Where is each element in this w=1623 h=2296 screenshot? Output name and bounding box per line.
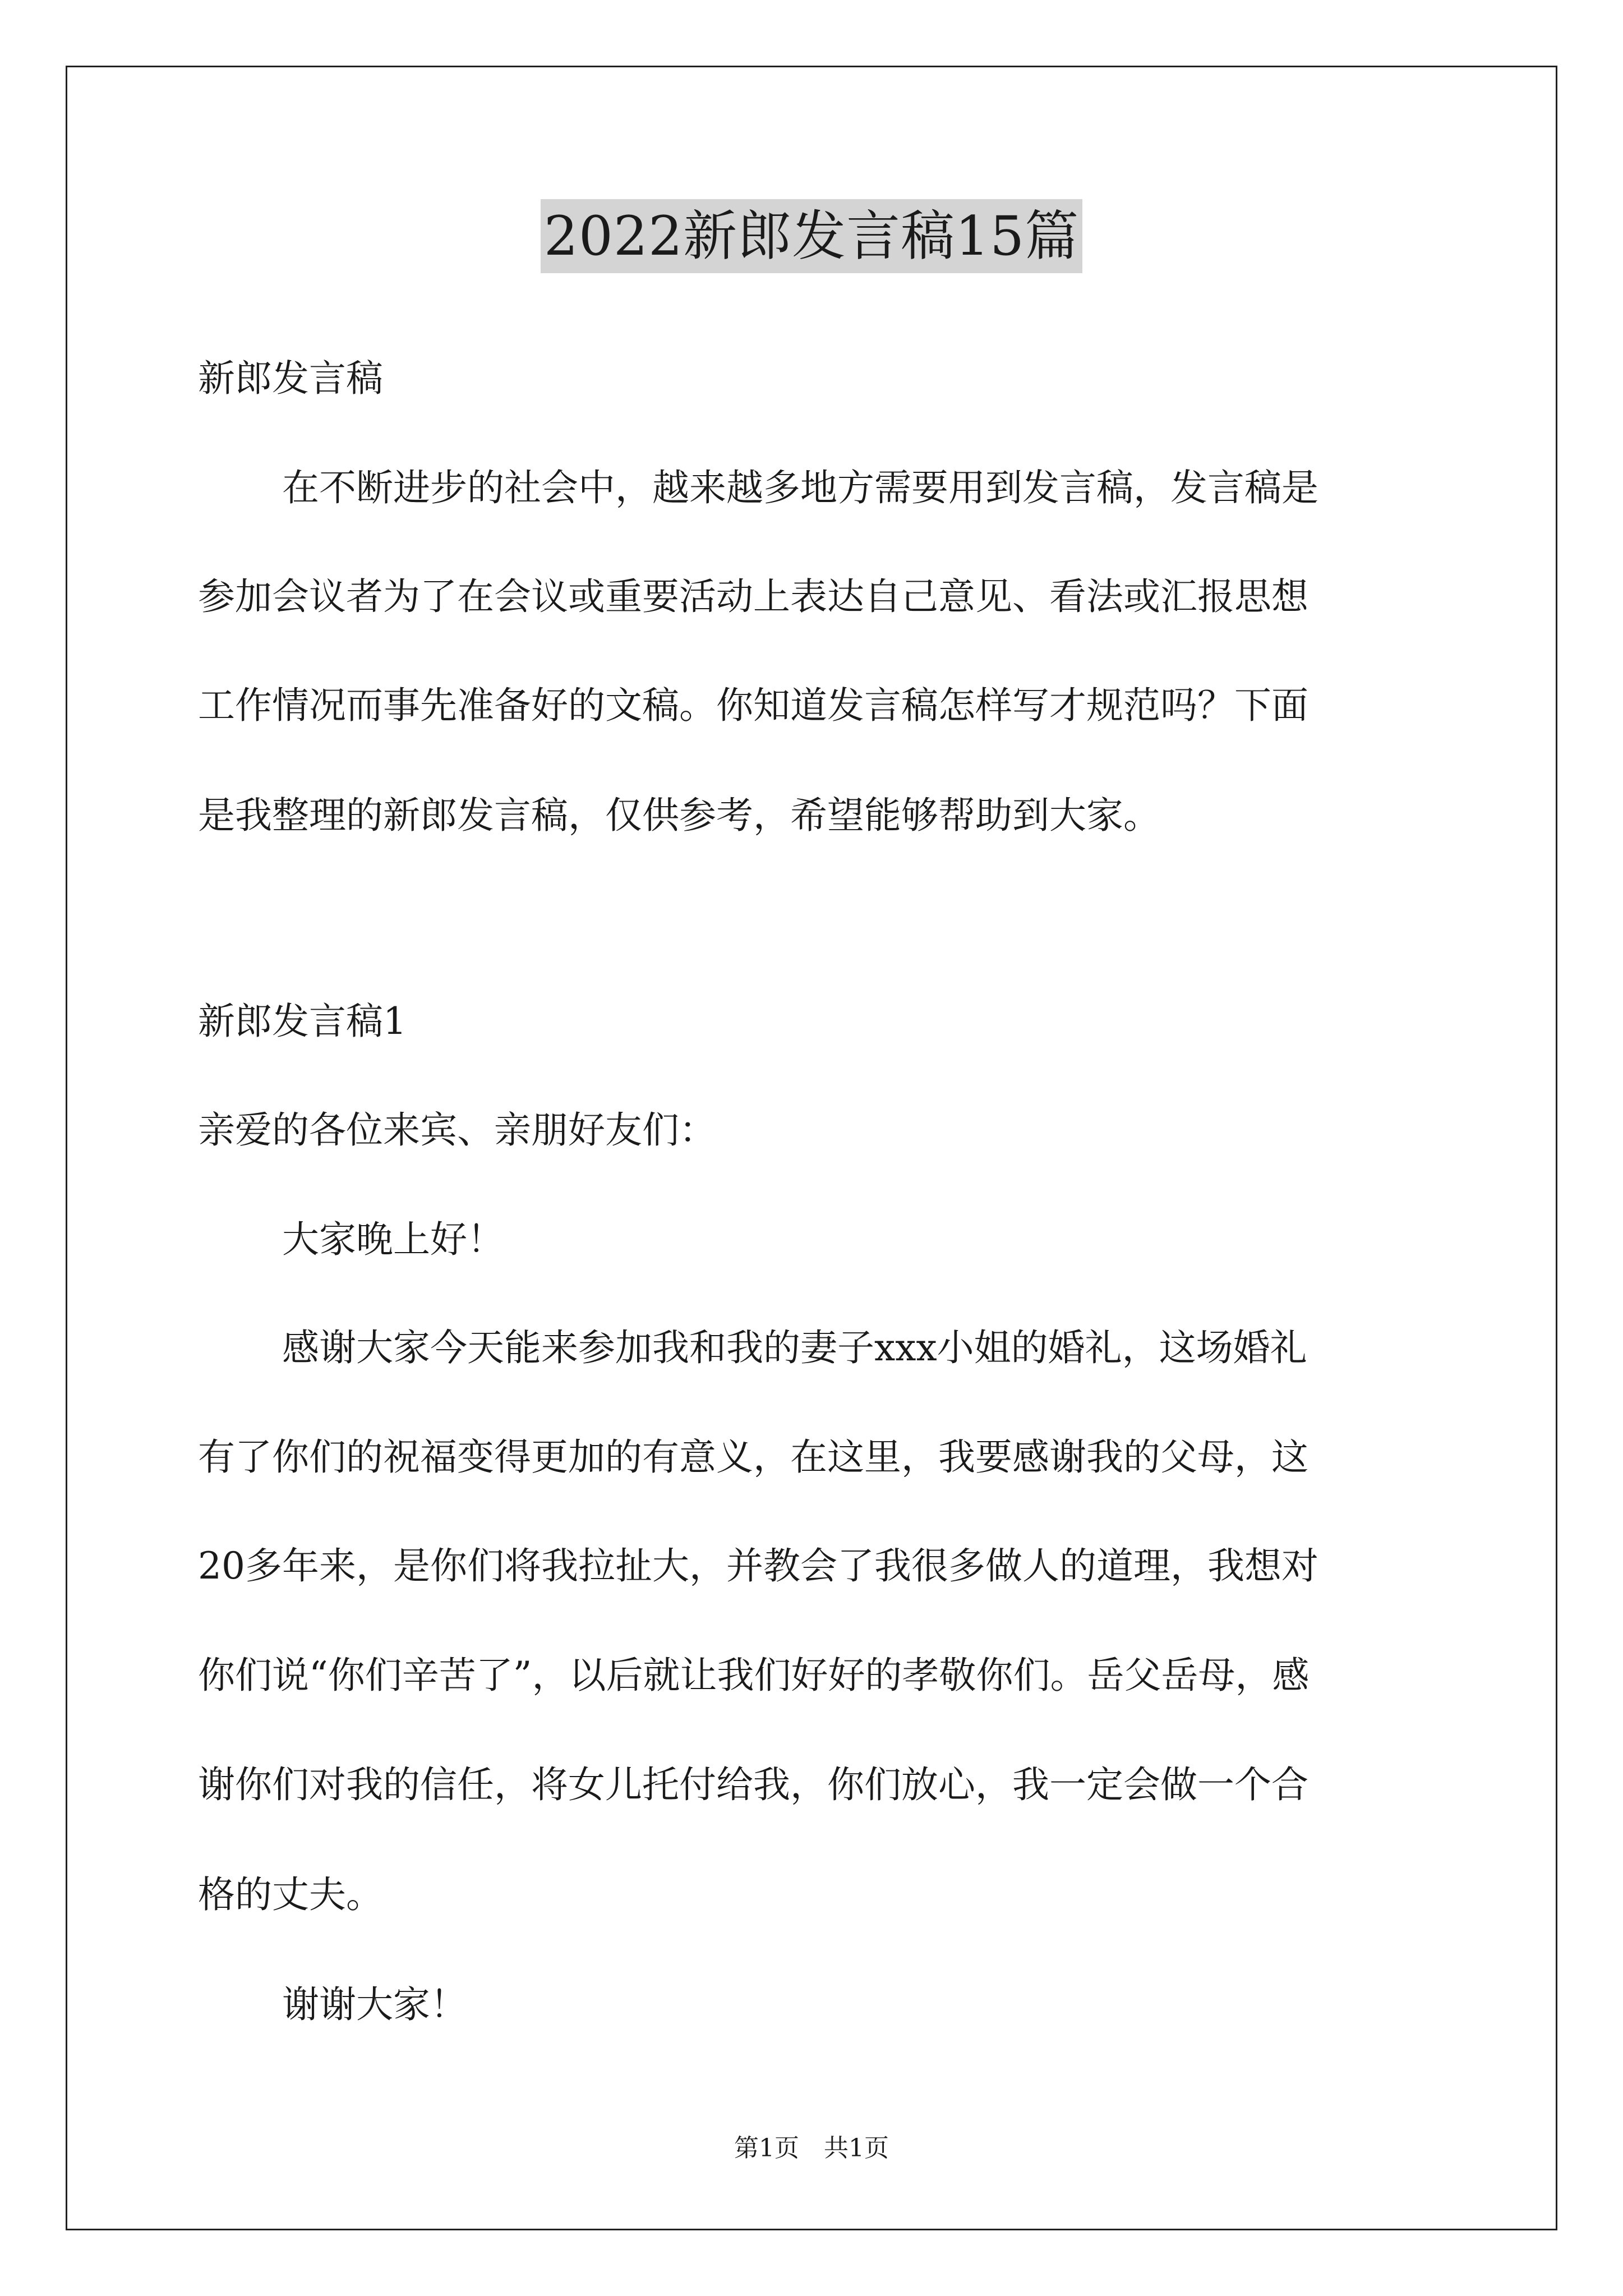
paragraph-line: 有了你们的祝福变得更加的有意义，在这里，我要感谢我的父母，这 [198, 1435, 1308, 1479]
paragraph-line: 20多年来，是你们将我拉扯大，并教会了我很多做人的道理，我想对 [198, 1544, 1318, 1588]
paragraph-line: 格的丈夫。 [198, 1873, 383, 1916]
paragraph-line: 你们说“你们辛苦了”，以后就让我们好好的孝敬你们。岳父岳母，感 [198, 1654, 1310, 1697]
paragraph-line: 谢你们对我的信任，将女儿托付给我，你们放心，我一定会做一个合 [198, 1763, 1308, 1806]
paragraph-line: 在不断进步的社会中，越来越多地方需要用到发言稿，发言稿是 [282, 466, 1318, 509]
document-title: 2022新郎发言稿15篇 [541, 199, 1082, 273]
speech-heading: 新郎发言稿1 [198, 1000, 407, 1043]
greeting: 大家晚上好！ [282, 1218, 504, 1261]
section-heading: 新郎发言稿 [198, 357, 383, 400]
closing: 谢谢大家！ [282, 1983, 467, 2026]
salutation: 亲爱的各位来宾、亲朋好友们： [198, 1108, 716, 1152]
paragraph-line: 工作情况而事先准备好的文稿。你知道发言稿怎样写才规范吗？下面 [198, 684, 1308, 727]
paragraph-line: 感谢大家今天能来参加我和我的妻子xxx小姐的婚礼，这场婚礼 [282, 1326, 1307, 1369]
title-container [0, 199, 1623, 273]
paragraph-line: 是我整理的新郎发言稿，仅供参考，希望能够帮助到大家。 [198, 794, 1160, 837]
page-footer: 第1页 共1页 [734, 2134, 889, 2162]
paragraph-line: 参加会议者为了在会议或重要活动上表达自己意见、看法或汇报思想 [198, 575, 1308, 618]
